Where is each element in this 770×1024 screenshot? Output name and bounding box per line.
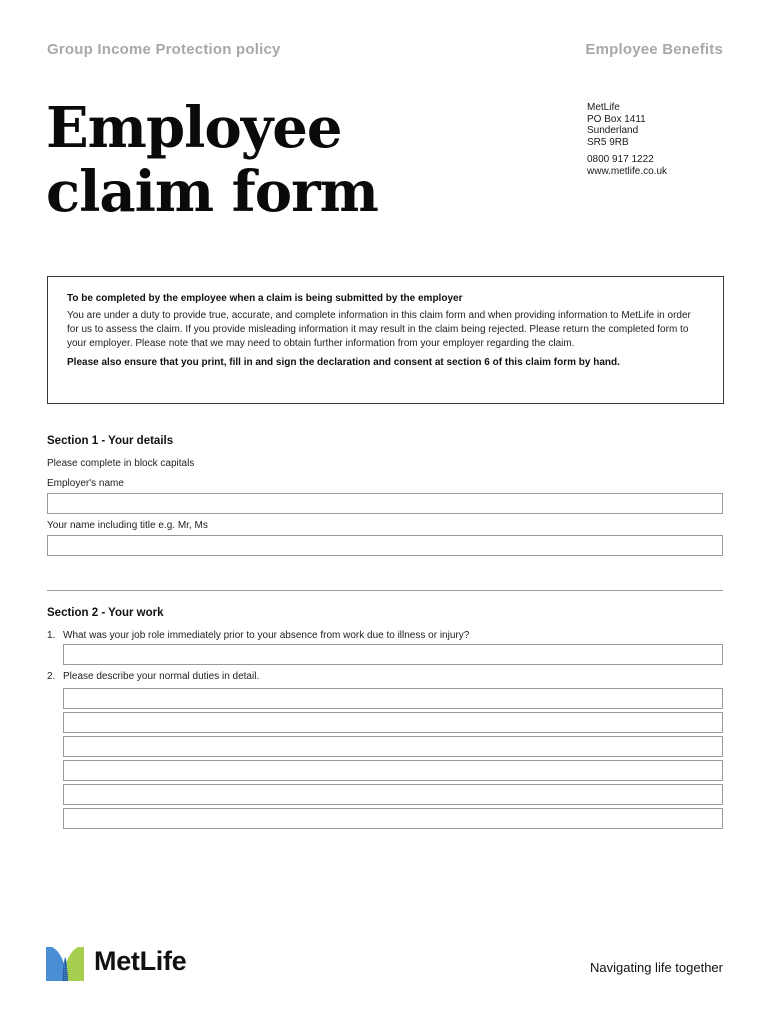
- employer-name-field[interactable]: [47, 493, 723, 514]
- duties-input-6[interactable]: [64, 810, 722, 829]
- address-po-box: PO Box 1411: [587, 113, 646, 125]
- address-company: MetLife: [587, 102, 620, 113]
- metlife-logo-icon: [46, 947, 84, 981]
- your-name-input[interactable]: [48, 537, 722, 556]
- section-divider: [47, 590, 723, 591]
- footer-tagline: Navigating life together: [590, 960, 723, 975]
- duties-input-3[interactable]: [64, 738, 722, 757]
- contact-website[interactable]: www.metlife.co.uk: [587, 165, 668, 177]
- duties-line-2[interactable]: [63, 712, 723, 733]
- question-1-number: 1.: [47, 630, 56, 641]
- duties-input-5[interactable]: [64, 786, 722, 805]
- duties-input-4[interactable]: [64, 762, 722, 781]
- duties-line-1[interactable]: [63, 688, 723, 709]
- notice-heading: To be completed by the employee when a claim is being submitted by the employer: [67, 293, 463, 304]
- your-name-label: Your name including title e.g. Mr, Ms: [47, 520, 208, 531]
- question-2-text: Please describe your normal duties in detail.: [63, 671, 260, 682]
- section-1-title: Section 1 - Your details: [47, 435, 174, 447]
- category-label: Employee Benefits: [585, 41, 723, 58]
- notice-box: [47, 276, 724, 404]
- employer-name-label: Employer's name: [47, 478, 124, 489]
- duties-line-5[interactable]: [63, 784, 723, 805]
- contact-address: [587, 102, 667, 177]
- metlife-wordmark: MetLife: [94, 946, 187, 976]
- duties-input-2[interactable]: [64, 714, 722, 733]
- contact-phone: 0800 917 1222: [587, 154, 654, 165]
- page-title: [46, 96, 378, 224]
- duties-input-1[interactable]: [64, 690, 722, 709]
- question-1-text: What was your job role immediately prior to your absence from work due to illness or injury?: [63, 630, 470, 641]
- notice-footer: Please also ensure that you print, fill in and sign the declaration and consent at section 6 of this claim form by hand.: [67, 357, 620, 368]
- title-line-2: claim form: [46, 159, 378, 225]
- address-city: Sunderland: [587, 125, 639, 136]
- duties-line-3[interactable]: [63, 736, 723, 757]
- your-name-field[interactable]: [47, 535, 723, 556]
- duties-line-6[interactable]: [63, 808, 723, 829]
- notice-body: You are under a duty to provide true, accurate, and complete information in this claim form and when providing information to MetLife in order for us to assess the claim. If you provide misleading information it may result in the claim being rejected. Please return the completed form to your employer. Please note that we may need to obtain further information from your employer regarding the claim.: [67, 310, 691, 349]
- job-role-input[interactable]: [64, 646, 722, 665]
- address-postcode: SR5 9RB: [587, 136, 629, 148]
- policy-type-label: Group Income Protection policy: [47, 41, 281, 58]
- duties-line-4[interactable]: [63, 760, 723, 781]
- job-role-field[interactable]: [63, 644, 723, 665]
- employer-name-input[interactable]: [48, 495, 722, 514]
- title-line-1: Employee: [46, 95, 342, 161]
- question-2-number: 2.: [47, 671, 56, 682]
- section-2-title: Section 2 - Your work: [47, 607, 164, 619]
- section-1-instruction: Please complete in block capitals: [47, 458, 195, 469]
